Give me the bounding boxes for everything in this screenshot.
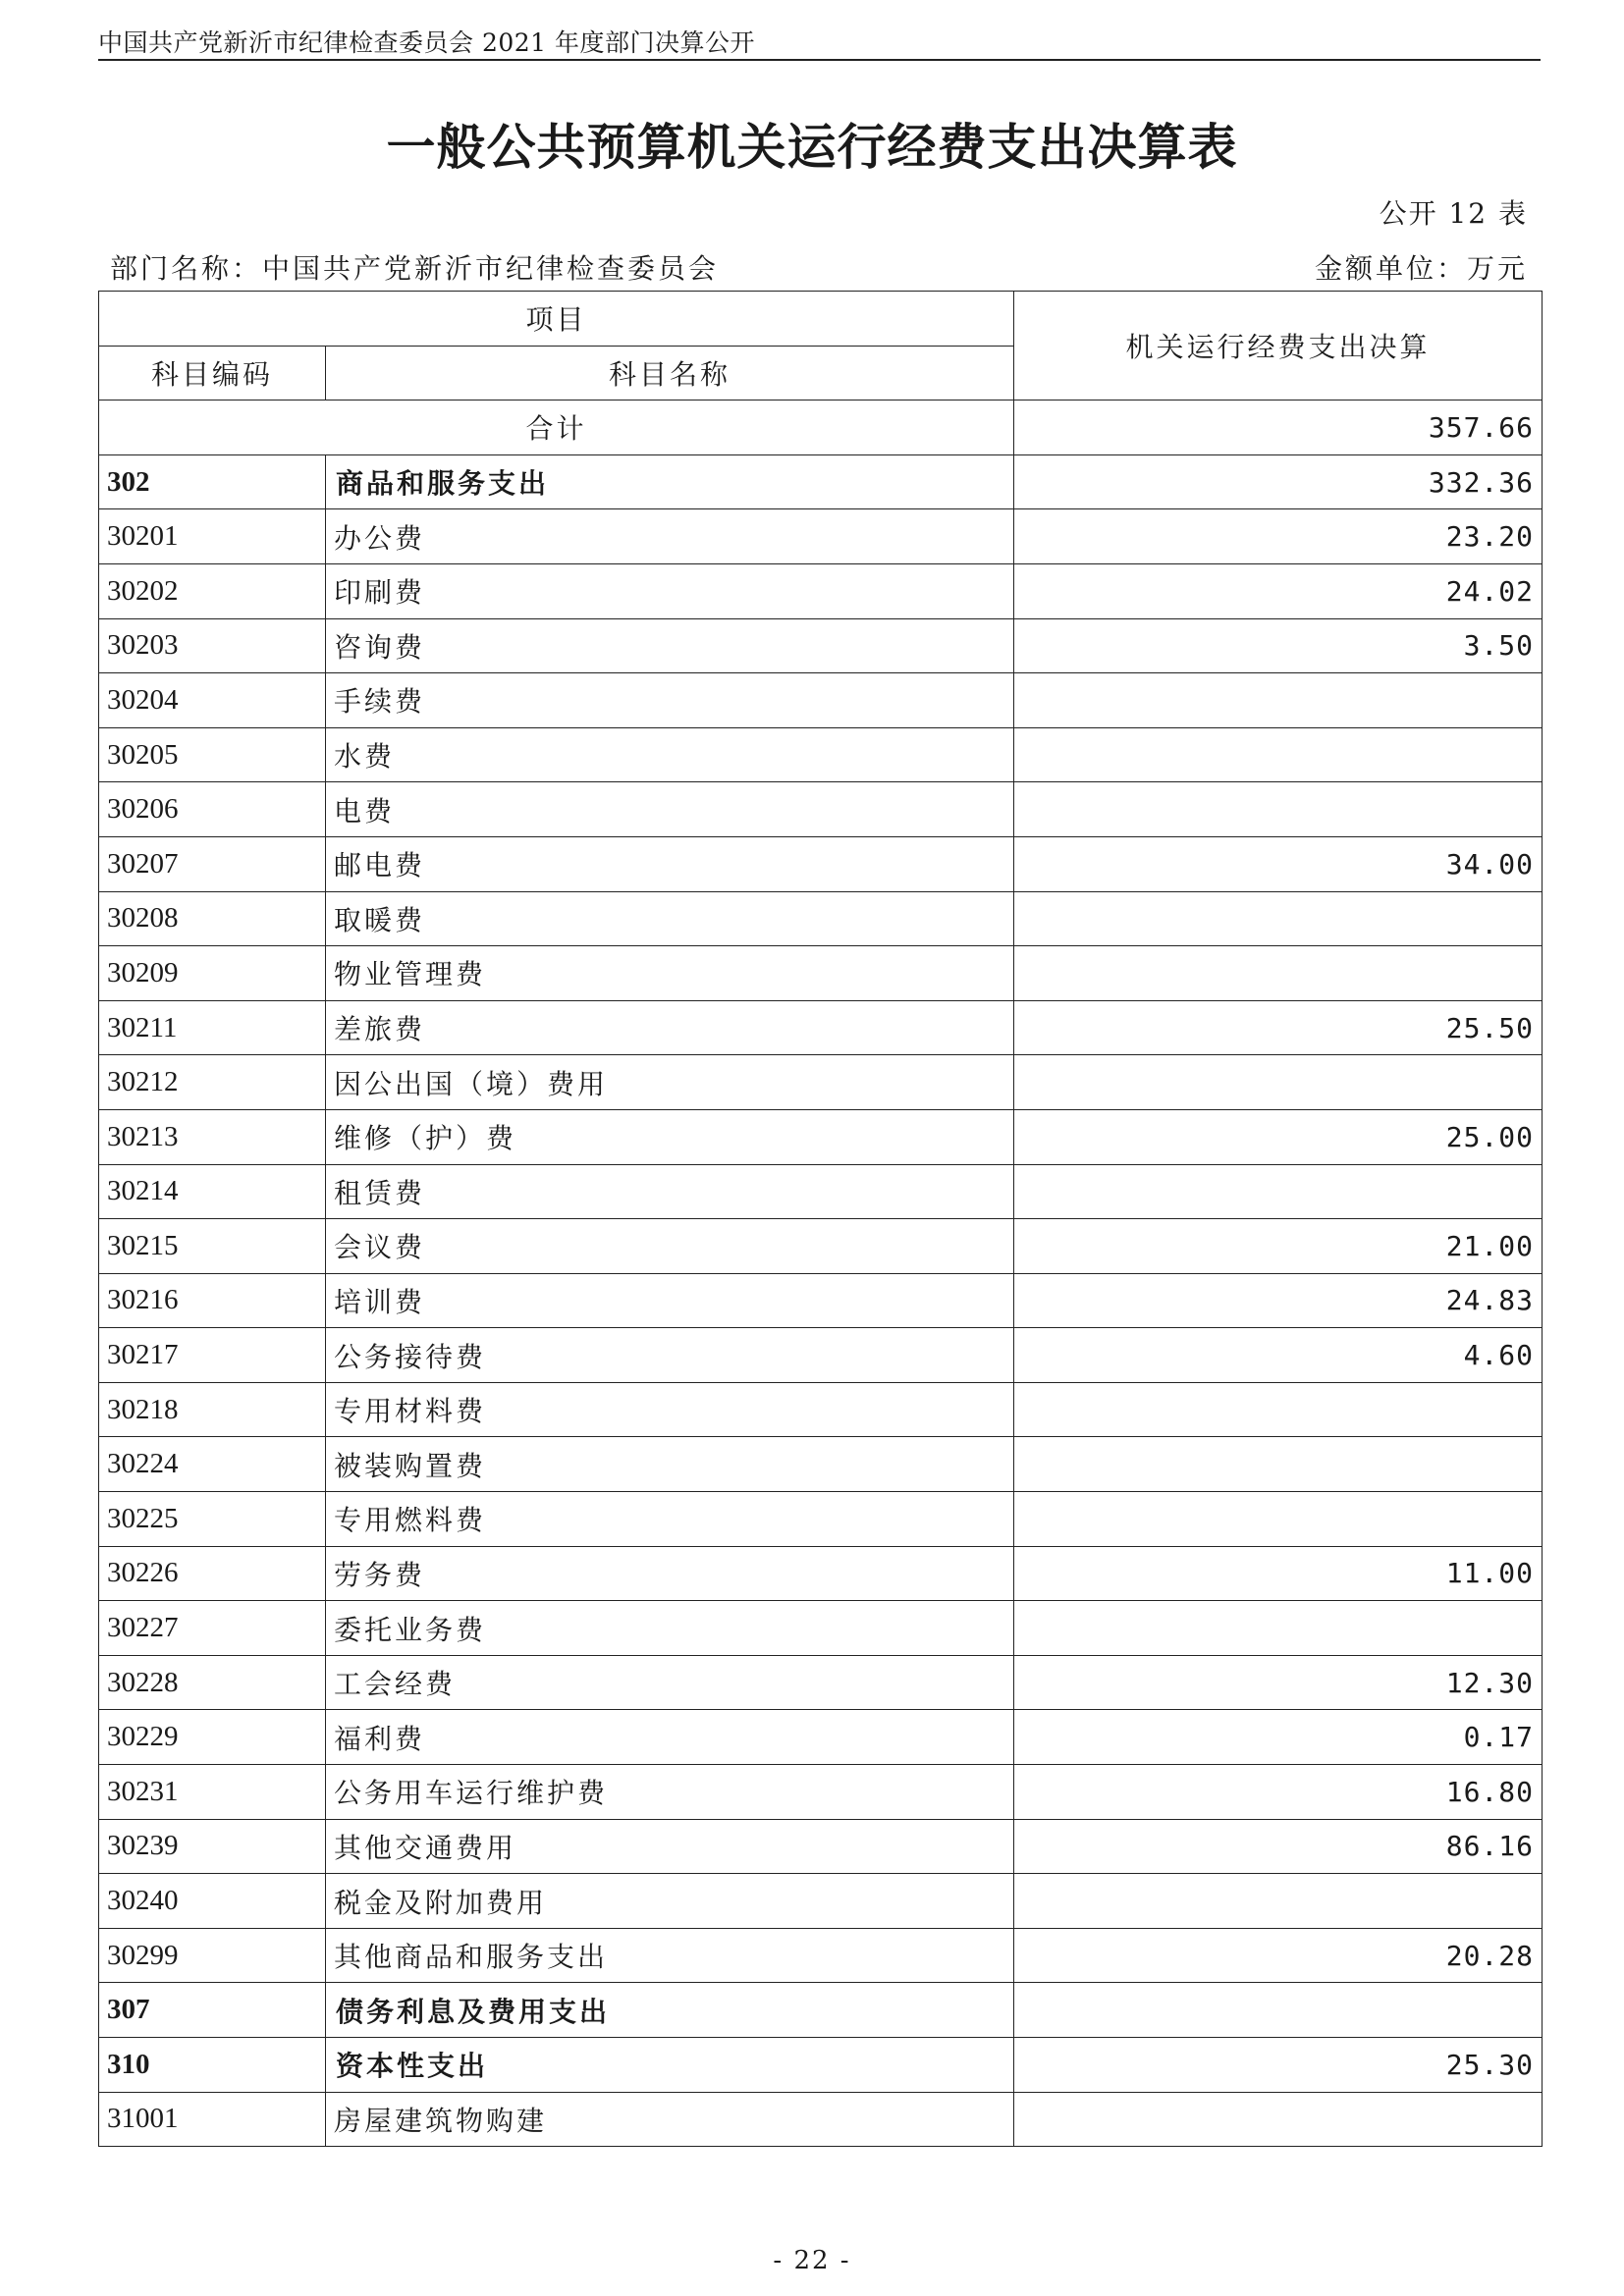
table-row	[99, 1219, 1543, 1274]
subject-name: 专用燃料费	[326, 1492, 1014, 1547]
expenditure-amount	[1014, 1164, 1543, 1219]
subject-code: 30202	[99, 563, 326, 618]
running-header: 中国共产党新沂市纪律检查委员会 2021 年度部门决算公开	[98, 28, 756, 57]
subject-code: 30224	[99, 1437, 326, 1492]
subject-code: 30209	[99, 946, 326, 1001]
subject-code: 30228	[99, 1655, 326, 1710]
table-row	[99, 1000, 1543, 1055]
expenditure-amount	[1014, 1055, 1543, 1110]
table-row	[99, 2038, 1543, 2093]
subject-name: 租赁费	[326, 1164, 1014, 1219]
subject-code: 30217	[99, 1328, 326, 1383]
expenditure-amount: 23.20	[1014, 509, 1543, 564]
expenditure-amount: 86.16	[1014, 1819, 1543, 1874]
table-row	[99, 1819, 1543, 1874]
subject-code: 30231	[99, 1765, 326, 1820]
expenditure-amount: 0.17	[1014, 1710, 1543, 1765]
subject-name: 维修（护）费	[326, 1109, 1014, 1164]
expenditure-amount: 25.50	[1014, 1000, 1543, 1055]
subject-name: 物业管理费	[326, 946, 1014, 1001]
subject-code: 31001	[99, 2092, 326, 2147]
subject-name: 差旅费	[326, 1000, 1014, 1055]
table-header-row	[99, 292, 1543, 347]
expenditure-amount	[1014, 1983, 1543, 2038]
subject-code: 30212	[99, 1055, 326, 1110]
expenditure-amount	[1014, 727, 1543, 782]
subject-code: 302	[99, 454, 326, 509]
table-row	[99, 946, 1543, 1001]
expenditure-amount	[1014, 1601, 1543, 1656]
subject-name: 取暖费	[326, 891, 1014, 946]
table-row	[99, 1765, 1543, 1820]
expenditure-amount: 4.60	[1014, 1328, 1543, 1383]
table-row	[99, 509, 1543, 564]
subject-name: 邮电费	[326, 836, 1014, 891]
expenditure-amount	[1014, 1382, 1543, 1437]
expenditure-amount: 24.02	[1014, 563, 1543, 618]
name-header: 科目名称	[326, 346, 1014, 400]
unit-label: 金额单位：万元	[1314, 252, 1528, 285]
subject-name: 因公出国（境）费用	[326, 1055, 1014, 1110]
code-header: 科目编码	[99, 346, 326, 400]
table-row	[99, 1655, 1543, 1710]
table-row	[99, 1546, 1543, 1601]
expenditure-amount: 11.00	[1014, 1546, 1543, 1601]
subject-code: 30218	[99, 1382, 326, 1437]
subject-code: 30205	[99, 727, 326, 782]
expenditure-amount: 25.00	[1014, 1109, 1543, 1164]
table-row	[99, 1164, 1543, 1219]
subject-name: 税金及附加费用	[326, 1874, 1014, 1929]
table-row	[99, 1983, 1543, 2038]
expenditure-amount	[1014, 673, 1543, 728]
table-row	[99, 1109, 1543, 1164]
subject-name: 福利费	[326, 1710, 1014, 1765]
subject-code: 30239	[99, 1819, 326, 1874]
subject-name: 公务用车运行维护费	[326, 1765, 1014, 1820]
subject-name: 房屋建筑物购建	[326, 2092, 1014, 2147]
table-row	[99, 563, 1543, 618]
expenditure-table	[98, 291, 1543, 2147]
expenditure-amount: 16.80	[1014, 1765, 1543, 1820]
table-row	[99, 782, 1543, 837]
subject-name: 被装购置费	[326, 1437, 1014, 1492]
subject-name: 印刷费	[326, 563, 1014, 618]
subject-name: 资本性支出	[326, 2038, 1014, 2093]
subject-name: 商品和服务支出	[326, 454, 1014, 509]
expenditure-amount	[1014, 891, 1543, 946]
subject-name: 工会经费	[326, 1655, 1014, 1710]
page-number: - 22 -	[773, 2246, 851, 2275]
group-header: 项目	[99, 292, 1014, 347]
expenditure-amount	[1014, 1874, 1543, 1929]
subject-code: 30206	[99, 782, 326, 837]
table-row	[99, 1710, 1543, 1765]
subject-code: 30213	[99, 1109, 326, 1164]
subject-code: 30240	[99, 1874, 326, 1929]
subject-name: 委托业务费	[326, 1601, 1014, 1656]
subject-code: 30214	[99, 1164, 326, 1219]
expenditure-amount: 20.28	[1014, 1928, 1543, 1983]
subject-code: 307	[99, 1983, 326, 2038]
subject-name: 会议费	[326, 1219, 1014, 1274]
subject-name: 培训费	[326, 1273, 1014, 1328]
expenditure-amount: 12.30	[1014, 1655, 1543, 1710]
table-row	[99, 454, 1543, 509]
table-row	[99, 1928, 1543, 1983]
subject-name: 其他交通费用	[326, 1819, 1014, 1874]
subject-code: 310	[99, 2038, 326, 2093]
table-row	[99, 1273, 1543, 1328]
total-row	[99, 400, 1543, 455]
subject-code: 30204	[99, 673, 326, 728]
subject-name: 公务接待费	[326, 1328, 1014, 1383]
subject-code: 30208	[99, 891, 326, 946]
expenditure-amount: 332.36	[1014, 454, 1543, 509]
subject-name: 水费	[326, 727, 1014, 782]
subject-name: 办公费	[326, 509, 1014, 564]
table-row	[99, 1055, 1543, 1110]
expenditure-amount	[1014, 1437, 1543, 1492]
subject-name: 债务利息及费用支出	[326, 1983, 1014, 2038]
expenditure-amount	[1014, 946, 1543, 1001]
subject-name: 劳务费	[326, 1546, 1014, 1601]
table-row	[99, 836, 1543, 891]
subject-code: 30229	[99, 1710, 326, 1765]
table-row	[99, 1437, 1543, 1492]
total-amount: 357.66	[1014, 400, 1543, 455]
subject-name: 其他商品和服务支出	[326, 1928, 1014, 1983]
table-row	[99, 1492, 1543, 1547]
subject-code: 30215	[99, 1219, 326, 1274]
subject-code: 30203	[99, 618, 326, 673]
table-row	[99, 891, 1543, 946]
expenditure-amount	[1014, 1492, 1543, 1547]
subject-code: 30201	[99, 509, 326, 564]
expenditure-amount: 24.83	[1014, 1273, 1543, 1328]
subject-code: 30299	[99, 1928, 326, 1983]
subject-code: 30207	[99, 836, 326, 891]
subject-code: 30226	[99, 1546, 326, 1601]
expenditure-amount	[1014, 782, 1543, 837]
table-number: 公开 12 表	[1379, 197, 1528, 230]
subject-name: 电费	[326, 782, 1014, 837]
table-row	[99, 1601, 1543, 1656]
table-row	[99, 1328, 1543, 1383]
amount-header: 机关运行经费支出决算	[1014, 292, 1543, 400]
subject-name: 手续费	[326, 673, 1014, 728]
subject-name: 专用材料费	[326, 1382, 1014, 1437]
table-row	[99, 1382, 1543, 1437]
subject-code: 30216	[99, 1273, 326, 1328]
department-label: 部门名称：中国共产党新沂市纪律检查委员会	[110, 252, 720, 285]
expenditure-amount: 25.30	[1014, 2038, 1543, 2093]
table-row	[99, 2092, 1543, 2147]
table-row	[99, 1874, 1543, 1929]
expenditure-amount: 21.00	[1014, 1219, 1543, 1274]
subject-code: 30211	[99, 1000, 326, 1055]
header-rule	[98, 59, 1541, 61]
page-title: 一般公共预算机关运行经费支出决算表	[386, 118, 1238, 176]
subject-code: 30225	[99, 1492, 326, 1547]
subject-name: 咨询费	[326, 618, 1014, 673]
table-row	[99, 727, 1543, 782]
expenditure-amount	[1014, 2092, 1543, 2147]
table-row	[99, 618, 1543, 673]
total-label: 合计	[99, 400, 1014, 455]
table-row	[99, 673, 1543, 728]
subject-code: 30227	[99, 1601, 326, 1656]
expenditure-amount: 3.50	[1014, 618, 1543, 673]
expenditure-amount: 34.00	[1014, 836, 1543, 891]
